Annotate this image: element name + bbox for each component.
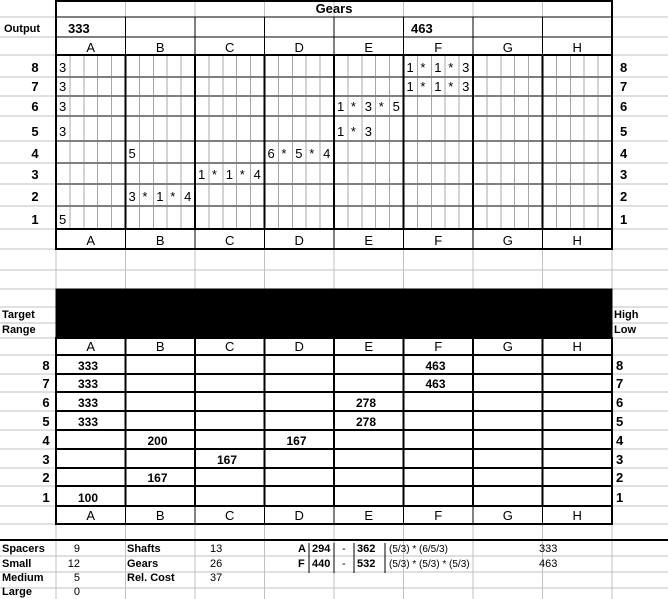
gears-row-label-right: 1 <box>620 212 628 227</box>
gear-cell-b2-part: * <box>142 189 148 204</box>
target-a-value: 362 <box>82 310 99 321</box>
gear-cell-e6-part: 3 <box>364 99 373 114</box>
ratio-cell-e5: 278 <box>356 415 377 429</box>
gear-cell-a7-part: 3 <box>59 79 67 94</box>
ratios-row-label-left: 3 <box>42 452 50 467</box>
gears-col-footer-a: A <box>86 233 96 248</box>
target-label: Target <box>2 309 35 321</box>
gear-cell-a1-part: 5 <box>59 212 67 227</box>
gear-cell-c3-part: 1 <box>198 167 206 182</box>
ratios-row-label-left: 7 <box>42 376 50 391</box>
gear-cell-d4-part: 4 <box>323 146 331 161</box>
gears-row-label-right: 5 <box>620 124 628 139</box>
ratios-row-label-left: 1 <box>42 490 50 505</box>
gears-row-label-left: 7 <box>31 79 39 94</box>
ratio-cell-a5: 333 <box>78 415 99 429</box>
ratios-row-label-left: 6 <box>42 395 50 410</box>
gear-cell-b2-part: 3 <box>128 189 136 204</box>
ratio-cell-a7: 333 <box>78 377 99 391</box>
ratios-col-header-c: C <box>225 339 235 354</box>
ratios-col-header-f: F <box>434 339 443 354</box>
low-label: Low <box>614 324 636 336</box>
gears-row-label-left: 1 <box>31 212 39 227</box>
gears-col-header-b: B <box>155 40 165 55</box>
gear-cell-f8-part: * <box>448 60 454 75</box>
gears-col-footer-h: H <box>572 233 582 248</box>
range-label: Range <box>2 324 36 336</box>
ratios-row-label-right: 7 <box>616 376 624 391</box>
shafts-value: 13 <box>210 543 223 555</box>
ratio-cell-a1: 100 <box>78 491 99 505</box>
gear-cell-d4-part: * <box>309 146 315 161</box>
formula-col-a: A <box>298 543 306 555</box>
formula-high: 532 <box>357 558 376 570</box>
formula-low: 440 <box>312 558 331 570</box>
gears-row-label-right: 7 <box>620 79 628 94</box>
ratio-cell-f8: 463 <box>425 359 446 373</box>
gear-cell-e6-part: * <box>378 99 384 114</box>
gears-row-label-left: 6 <box>31 99 39 114</box>
gear-cell-e6-part: 1 <box>337 99 345 114</box>
gears-col-header-h: H <box>572 40 582 55</box>
gear-cell-e5-part: 3 <box>364 124 373 139</box>
gear-cell-d4-part: 5 <box>295 146 303 161</box>
large-value: 0 <box>73 586 80 598</box>
ratio-cell-a6: 333 <box>78 396 99 410</box>
target-f-value: 532 <box>429 310 446 321</box>
gear-cell-a6-part: 3 <box>59 99 67 114</box>
ratios-col-footer-a: A <box>86 508 96 523</box>
gear-cell-f7-part: 1 <box>434 79 442 94</box>
gear-cell-f7-part: 1 <box>406 79 414 94</box>
gear-cell-d4-part: * <box>281 146 287 161</box>
high-label: High <box>614 309 639 321</box>
gears-col-header-d: D <box>294 40 304 55</box>
gears-row-label-right: 6 <box>620 99 628 114</box>
ratios-col-header-g: G <box>502 339 513 354</box>
gear-cell-e6-part: 5 <box>392 99 400 114</box>
ratios-row-label-right: 8 <box>616 358 624 373</box>
gears-row-label-right: 3 <box>620 167 628 182</box>
ratios-col-header-e: E <box>364 339 374 354</box>
gears-col-footer-b: B <box>155 233 165 248</box>
gear-cell-f7-part: * <box>420 79 426 94</box>
gears-col-header-f: F <box>434 40 443 55</box>
ratios-col-header-a: A <box>86 339 96 354</box>
formula-high: 362 <box>357 543 376 555</box>
shafts-label: Shafts <box>127 543 161 555</box>
formula-text: (5/3) * (5/3) * (5/3) <box>389 559 470 570</box>
ratios-col-footer-d: D <box>294 508 304 523</box>
gear-cell-c3-part: 1 <box>225 167 234 182</box>
gear-cell-b4-part: 5 <box>128 146 136 161</box>
large-label: Large <box>2 586 32 598</box>
gear-cell-f8-part: 3 <box>462 60 470 75</box>
range-f-value: 440 <box>429 325 446 336</box>
gear-cell-a5-part: 3 <box>59 124 67 139</box>
ratios-row-label-left: 4 <box>42 433 50 448</box>
ratios-col-footer-b: B <box>155 508 165 523</box>
gears-label: Gears <box>127 558 159 570</box>
output-f-value: 463 <box>411 21 433 36</box>
ratios-col-footer-e: E <box>364 508 374 523</box>
formula-result: 333 <box>539 543 558 555</box>
ratio-cell-d4: 167 <box>286 434 307 448</box>
ratios-row-label-right: 1 <box>616 490 624 505</box>
medium-label: Medium <box>2 572 44 584</box>
formula-result: 463 <box>539 558 558 570</box>
range-a-value: 294 <box>82 325 99 336</box>
ratios-col-header-b: B <box>155 339 165 354</box>
ratios-col-footer-f: F <box>434 508 443 523</box>
gears-col-header-a: A <box>86 40 96 55</box>
gear-cell-e5-part: * <box>350 124 356 139</box>
ratios-row-label-right: 5 <box>616 414 624 429</box>
formula-dash: - <box>342 543 346 555</box>
gear-cell-e6-part: * <box>350 99 356 114</box>
gears-row-label-left: 2 <box>31 189 39 204</box>
ratios-col-footer-h: H <box>572 508 582 523</box>
ratios-col-header-d: D <box>294 339 304 354</box>
gears-title: Gears <box>315 1 353 16</box>
ratio-cell-a8: 333 <box>78 359 99 373</box>
gear-cell-f8-part: * <box>420 60 426 75</box>
ratio-cell-c3: 167 <box>217 453 238 467</box>
output-a-value: 333 <box>68 21 90 36</box>
gears-row-label-left: 5 <box>31 124 39 139</box>
gears-col-header-e: E <box>364 40 374 55</box>
ratios-table <box>2 289 639 524</box>
gear-cell-d4-part: 6 <box>267 146 275 161</box>
gears-row-label-left: 8 <box>31 60 39 75</box>
gears-col-footer-g: G <box>502 233 513 248</box>
ratios-col-footer-c: C <box>225 508 235 523</box>
gears-value: 26 <box>210 558 223 570</box>
gear-cell-c3-part: * <box>239 167 245 182</box>
relcost-value: 37 <box>210 572 223 584</box>
gears-row-label-left: 3 <box>31 167 39 182</box>
gears-col-footer-f: F <box>434 233 443 248</box>
small-value: 12 <box>67 558 80 570</box>
gears-col-header-g: G <box>502 40 513 55</box>
gears-table <box>4 1 628 249</box>
gears-col-header-c: C <box>225 40 235 55</box>
gear-cell-b2-part: * <box>170 189 176 204</box>
gears-col-footer-e: E <box>364 233 374 248</box>
formula-dash: - <box>342 558 346 570</box>
medium-value: 5 <box>73 572 80 584</box>
formula-low: 294 <box>312 543 331 555</box>
ratios-col-header-h: H <box>572 339 582 354</box>
spacers-value: 9 <box>73 543 80 555</box>
gear-cell-f7-part: * <box>448 79 454 94</box>
ratios-row-label-left: 5 <box>42 414 50 429</box>
ratio-cell-e6: 278 <box>356 396 377 410</box>
ratios-row-label-right: 4 <box>616 433 624 448</box>
gear-cell-f7-part: 3 <box>462 79 470 94</box>
formula-text: (5/3) * (6/5/3) <box>389 544 448 555</box>
gear-cell-f8-part: 1 <box>434 60 442 75</box>
gears-row-label-right: 2 <box>620 189 628 204</box>
gear-cell-a8-part: 3 <box>59 60 67 75</box>
gear-cell-f8-part: 1 <box>406 60 414 75</box>
relcost-label: Rel. Cost <box>127 572 175 584</box>
gear-cell-b2-part: 1 <box>156 189 164 204</box>
ratio-cell-b2: 167 <box>147 471 168 485</box>
ratios-row-label-right: 6 <box>616 395 624 410</box>
gear-cell-e5-part: 1 <box>337 124 345 139</box>
gears-col-footer-c: C <box>225 233 235 248</box>
gears-col-footer-d: D <box>294 233 304 248</box>
output-label: Output <box>4 23 41 35</box>
gear-cell-c3-part: 4 <box>253 167 261 182</box>
ratios-col-footer-g: G <box>502 508 513 523</box>
gears-row-label-right: 4 <box>620 146 628 161</box>
ratios-row-label-right: 3 <box>616 452 624 467</box>
ratios-header-frame <box>56 289 612 338</box>
ratios-row-label-left: 2 <box>42 470 50 485</box>
spacers-label: Spacers <box>2 543 45 555</box>
ratio-cell-b4: 200 <box>147 434 168 448</box>
gears-row-label-left: 4 <box>31 146 39 161</box>
ratios-row-label-left: 8 <box>42 358 50 373</box>
gears-row-label-right: 8 <box>620 60 628 75</box>
gear-cell-b2-part: 4 <box>184 189 192 204</box>
ratio-cell-f7: 463 <box>425 377 446 391</box>
ratios-row-label-right: 2 <box>616 470 624 485</box>
gear-cell-c3-part: * <box>211 167 217 182</box>
small-label: Small <box>2 558 32 570</box>
formula-col-f: F <box>298 558 305 570</box>
